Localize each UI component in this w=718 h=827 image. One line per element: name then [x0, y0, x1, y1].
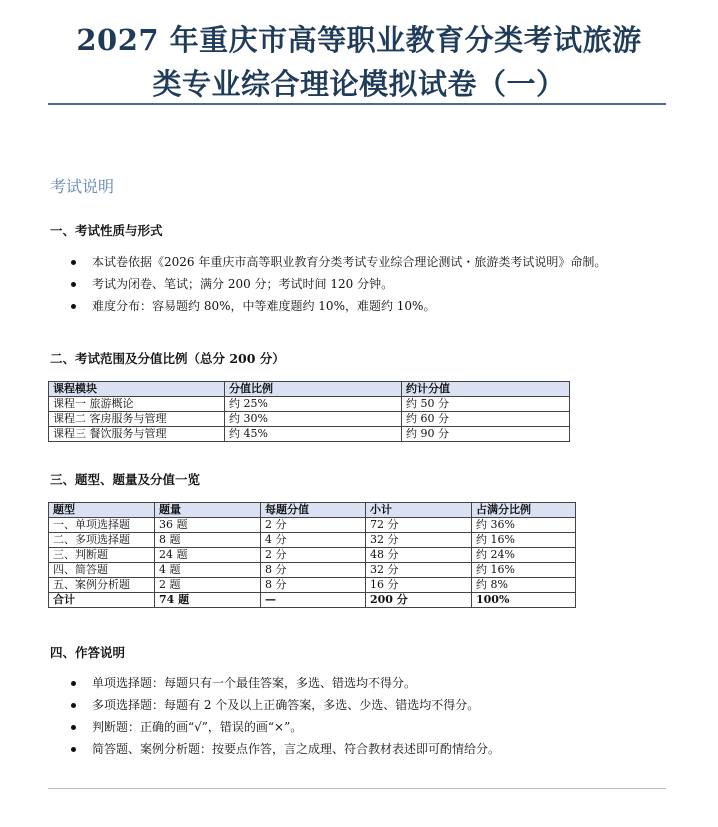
table-cell: 4 题 [155, 563, 261, 578]
score-distribution-table [48, 381, 570, 442]
table-header-cell: 题量 [155, 503, 261, 518]
table-cell: 8 分 [261, 563, 366, 578]
table-header-cell: 分值比例 [225, 382, 402, 397]
table-cell: 合计 [49, 593, 155, 608]
table-cell: 2 分 [261, 548, 366, 563]
list-item: 单项选择题：每题只有一个最佳答案，多选、错选均不得分。 [50, 672, 500, 694]
table-header-cell: 每题分值 [261, 503, 366, 518]
table-cell: 约 60 分 [402, 412, 570, 427]
section-4-heading: 四、作答说明 [50, 645, 126, 660]
table-cell: 约 16% [472, 563, 576, 578]
table-cell: 2 题 [155, 578, 261, 593]
table-cell: 16 分 [366, 578, 472, 593]
bullet-icon [71, 747, 76, 752]
table-cell: 36 题 [155, 518, 261, 533]
table-cell: 72 分 [366, 518, 472, 533]
table-row [49, 563, 576, 578]
table-header-cell: 占满分比例 [472, 503, 576, 518]
table-row [49, 412, 570, 427]
table-cell: 24 题 [155, 548, 261, 563]
table-cell: 约 24% [472, 548, 576, 563]
table-cell: 约 8% [472, 578, 576, 593]
list-item: 本试卷依据《2026 年重庆市高等职业教育分类考试专业综合理论测试・旅游类考试说明》命制。 [50, 251, 606, 273]
table-header-row [49, 382, 570, 397]
table-cell: 约 36% [472, 518, 576, 533]
table-cell: 8 分 [261, 578, 366, 593]
question-types-table [48, 502, 576, 608]
bullet-icon [71, 703, 76, 708]
table-cell: 五、案例分析题 [49, 578, 155, 593]
list-item: 简答题、案例分析题：按要点作答，言之成理、符合教材表述即可酌情给分。 [50, 738, 500, 760]
table-row [49, 518, 576, 533]
section-4-list [50, 672, 500, 760]
table-cell: 二、多项选择题 [49, 533, 155, 548]
table-cell: 约 45% [225, 427, 402, 442]
table-header-row [49, 503, 576, 518]
table-cell: 100% [472, 593, 576, 608]
table-cell: 200 分 [366, 593, 472, 608]
table-cell: 32 分 [366, 533, 472, 548]
list-item: 多项选择题：每题有 2 个及以上正确答案，多选、少选、错选均不得分。 [50, 694, 500, 716]
list-item: 考试为闭卷、笔试；满分 200 分；考试时间 120 分钟。 [50, 273, 606, 295]
table-cell: 74 题 [155, 593, 261, 608]
section-1-heading: 一、考试性质与形式 [50, 223, 163, 238]
table-cell: 4 分 [261, 533, 366, 548]
bullet-icon [71, 725, 76, 730]
table-header-cell: 课程模块 [49, 382, 225, 397]
table-cell: 课程一 旅游概论 [49, 397, 225, 412]
bullet-icon [71, 260, 76, 265]
table-cell: 一、单项选择题 [49, 518, 155, 533]
footer-divider [48, 788, 666, 789]
table-row [49, 397, 570, 412]
table-total-row [49, 593, 576, 608]
bullet-icon [71, 681, 76, 686]
section-3-heading: 三、题型、题量及分值一览 [50, 472, 201, 487]
table-row [49, 578, 576, 593]
title-divider [48, 103, 666, 105]
table-cell: 约 50 分 [402, 397, 570, 412]
section-2-heading: 二、考试范围及分值比例（总分 200 分） [50, 351, 285, 366]
table-cell: 四、简答题 [49, 563, 155, 578]
table-header-cell: 约计分值 [402, 382, 570, 397]
table-cell: 约 30% [225, 412, 402, 427]
table-header-cell: 题型 [49, 503, 155, 518]
table-cell: 约 16% [472, 533, 576, 548]
table-cell: 课程二 客房服务与管理 [49, 412, 225, 427]
document-title [0, 18, 718, 106]
table-cell: 8 题 [155, 533, 261, 548]
bullet-icon [71, 304, 76, 309]
table-cell: 2 分 [261, 518, 366, 533]
exam-notes-subheading: 考试说明 [50, 177, 115, 196]
title-line-2: 类专业综合理论模拟试卷（一） [152, 67, 566, 101]
bullet-icon [71, 282, 76, 287]
table-row [49, 427, 570, 442]
table-cell: 约 90 分 [402, 427, 570, 442]
table-cell: 三、判断题 [49, 548, 155, 563]
title-line-1: 2027 年重庆市高等职业教育分类考试旅游 [76, 23, 642, 57]
table-cell: 约 25% [225, 397, 402, 412]
list-item: 判断题：正确的画“√”，错误的画“×”。 [50, 716, 500, 738]
table-cell: — [261, 593, 366, 608]
table-cell: 课程三 餐饮服务与管理 [49, 427, 225, 442]
table-row [49, 548, 576, 563]
table-header-cell: 小计 [366, 503, 472, 518]
table-cell: 48 分 [366, 548, 472, 563]
section-1-list [50, 251, 606, 317]
list-item: 难度分布：容易题约 80%，中等难度题约 10%，难题约 10%。 [50, 295, 606, 317]
table-row [49, 533, 576, 548]
table-cell: 32 分 [366, 563, 472, 578]
